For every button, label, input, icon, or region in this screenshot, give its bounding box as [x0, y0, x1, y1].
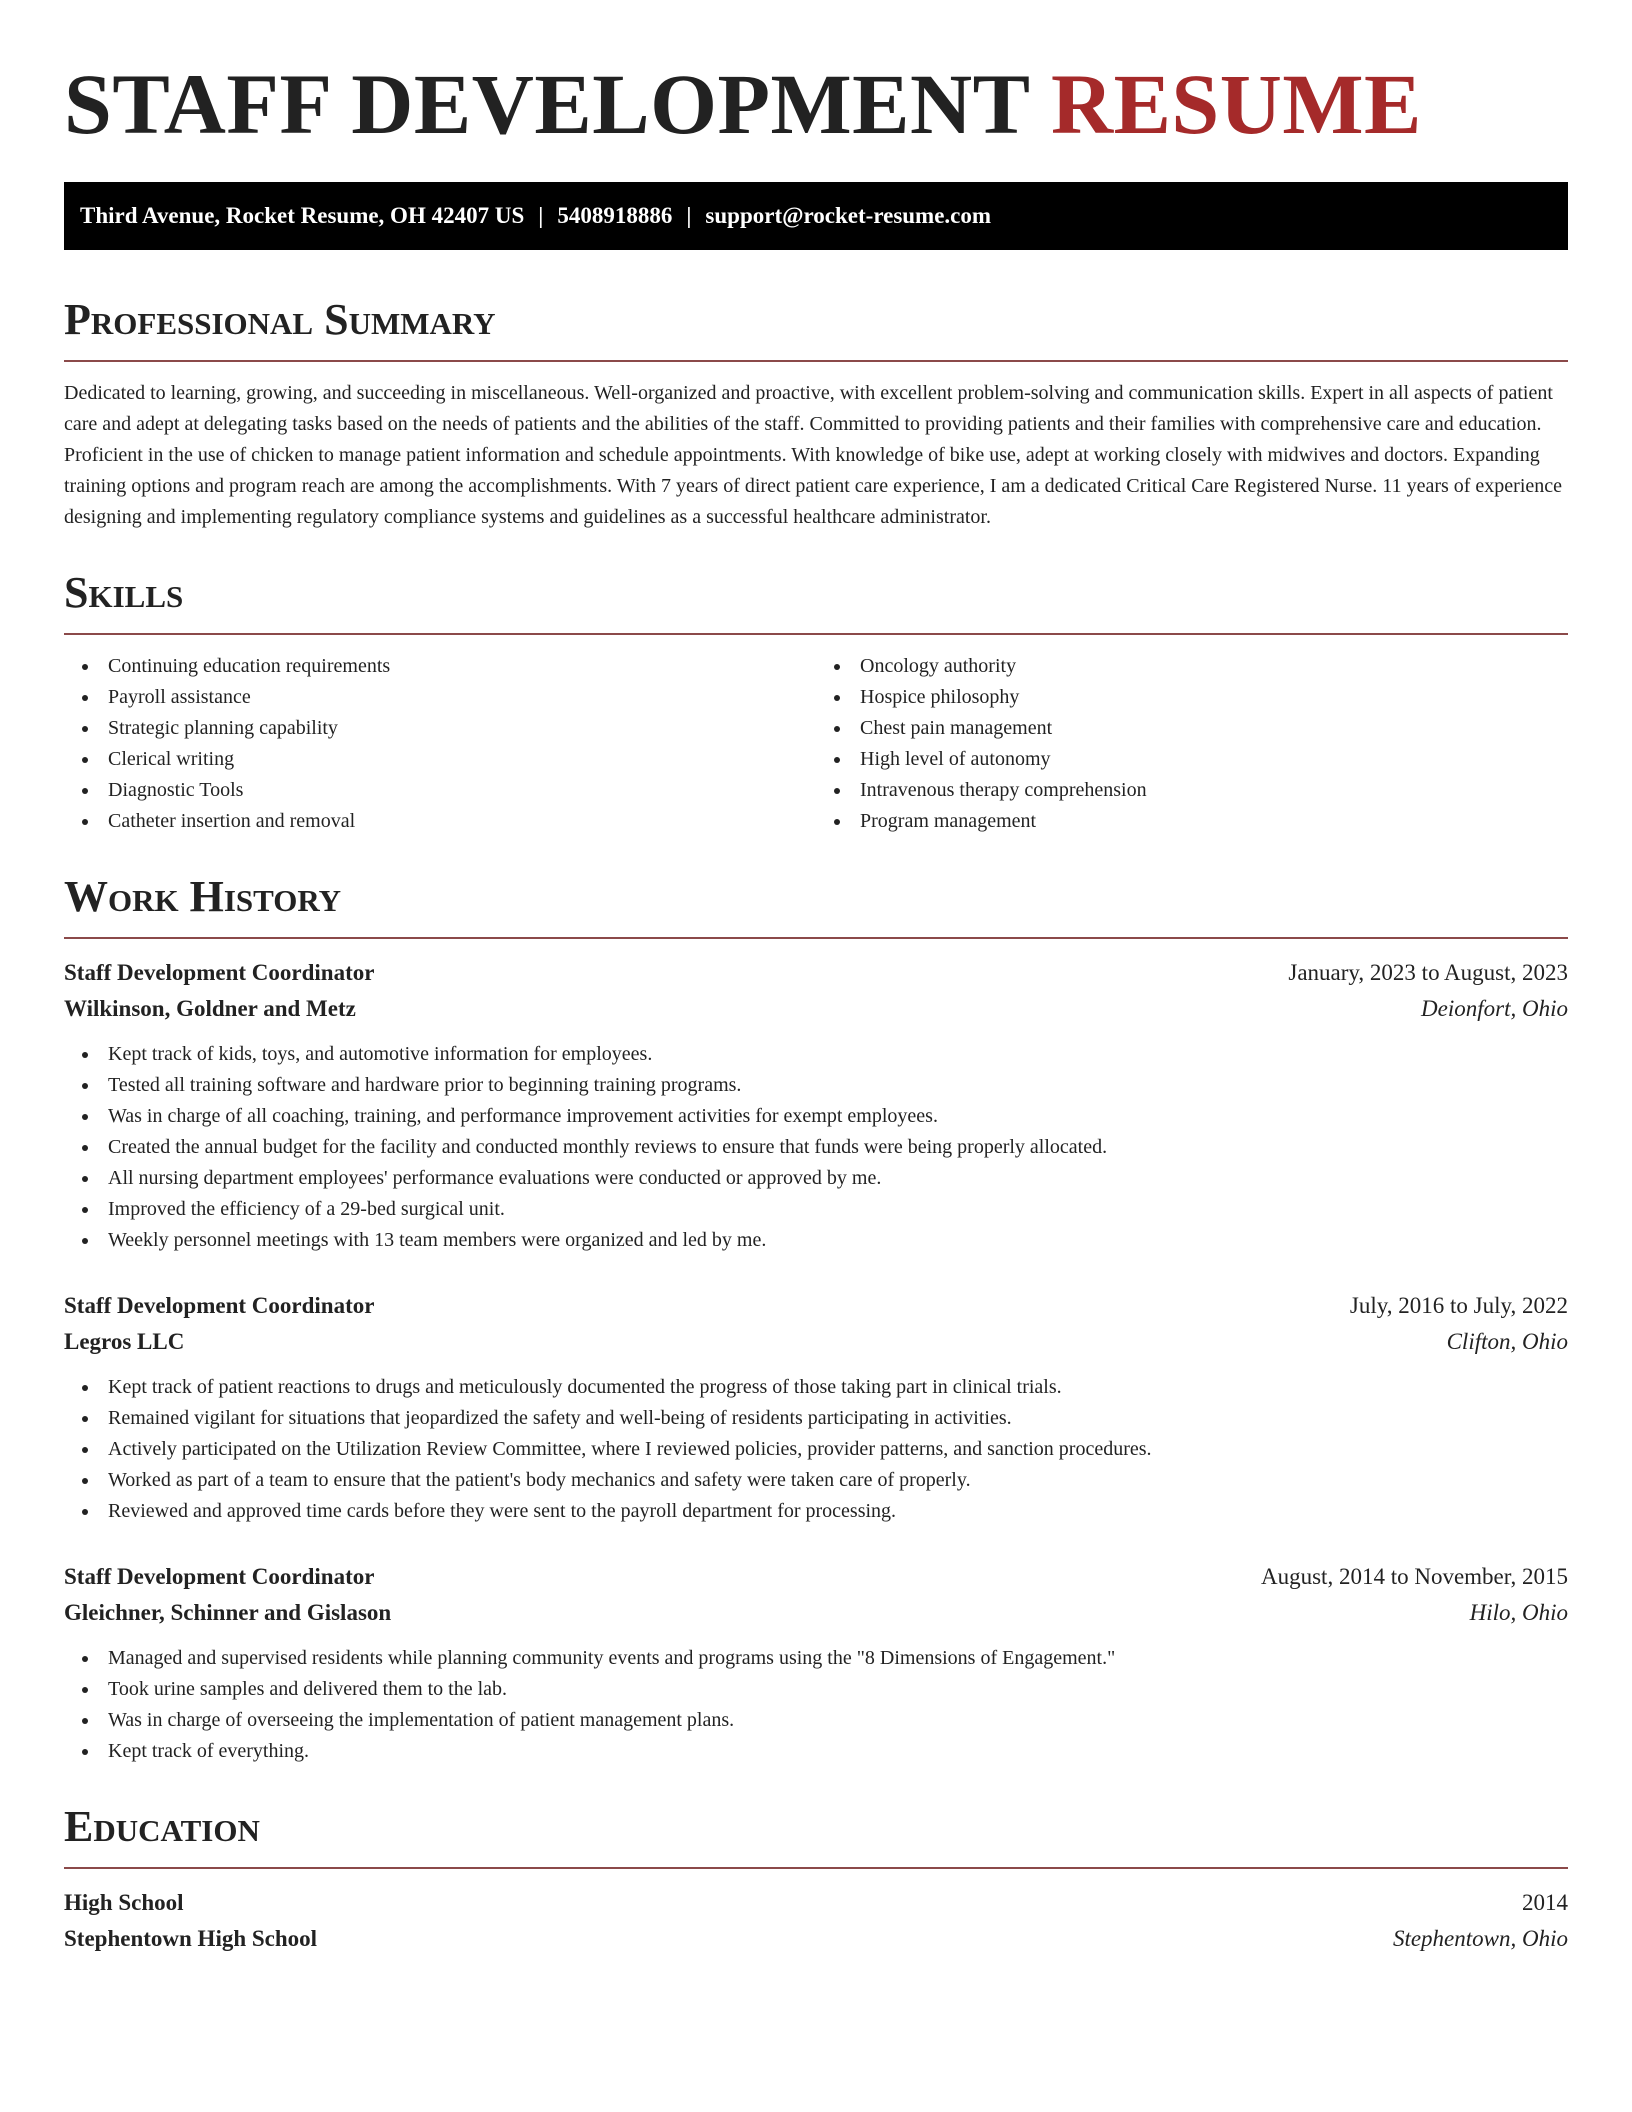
job-bullet: Remained vigilant for situations that jeopardized the safety and well-being of residents participating in activities.	[108, 1403, 1568, 1434]
job-location: Hilo, Ohio	[1469, 1600, 1568, 1625]
job-bullet: Improved the efficiency of a 29-bed surgical unit.	[108, 1194, 1568, 1225]
professional-summary-section	[64, 294, 1568, 533]
skill-item: Continuing education requirements	[108, 651, 816, 682]
contact-bar	[64, 182, 1568, 250]
skills-section	[64, 567, 1568, 837]
education-section	[64, 1801, 1568, 1957]
job-dates: January, 2023 to August, 2023	[1288, 960, 1568, 985]
job-bullet: Was in charge of overseeing the implementation of patient management plans.	[108, 1705, 1568, 1736]
job-bullet: Took urine samples and delivered them to the lab.	[108, 1674, 1568, 1705]
job-bullets	[64, 1039, 1568, 1256]
job-bullets	[64, 1372, 1568, 1527]
job-company-row	[64, 1595, 1568, 1631]
contact-separator: |	[686, 203, 692, 228]
section-divider	[64, 360, 1568, 362]
title-accent: RESUME	[1050, 56, 1422, 152]
job-bullet: Kept track of patient reactions to drugs and meticulously documented the progress of those taking part in clinical trials.	[108, 1372, 1568, 1403]
job-header-row	[64, 1559, 1568, 1595]
summary-text: Dedicated to learning, growing, and succeeding in miscellaneous. Well-organized and proactive, with excellent problem-solving and communication skills. Expert in all aspects of patient care and adept at delegating tasks based on the needs of patients and the abilities of the staff. Committed to providing patients and their families with comprehensive care and education. Proficient in the use of chicken to manage patient information and schedule appointments. With knowledge of bike use, adept at working closely with midwives and doctors. Expanding training options and program reach are among the accomplishments. With 7 years of direct patient care experience, I am a dedicated Critical Care Registered Nurse. 11 years of experience designing and implementing regulatory compliance systems and guidelines as a successful healthcare administrator.	[64, 382, 1563, 528]
job-company: Wilkinson, Goldner and Metz	[64, 996, 356, 1021]
job-entry	[64, 1288, 1568, 1527]
job-title: Staff Development Coordinator	[64, 960, 375, 985]
job-title: Staff Development Coordinator	[64, 1564, 375, 1589]
education-school-row	[64, 1921, 1568, 1957]
resume-title	[64, 0, 1568, 154]
job-bullet: Kept track of kids, toys, and automotive information for employees.	[108, 1039, 1568, 1070]
job-bullet: Was in charge of all coaching, training, and performance improvement activities for exempt employees.	[108, 1101, 1568, 1132]
job-header-row	[64, 1288, 1568, 1324]
skill-item: Diagnostic Tools	[108, 775, 816, 806]
job-bullet: Kept track of everything.	[108, 1736, 1568, 1767]
job-dates: July, 2016 to July, 2022	[1349, 1293, 1568, 1318]
job-bullet: Managed and supervised residents while planning community events and programs using the "8 Dimensions of Engagement."	[108, 1643, 1568, 1674]
education-school: Stephentown High School	[64, 1926, 318, 1951]
skill-item: Oncology authority	[860, 651, 1568, 682]
skills-column-right	[816, 651, 1568, 837]
job-company-row	[64, 1324, 1568, 1360]
skills-grid	[64, 651, 1568, 837]
job-company-row	[64, 991, 1568, 1027]
skills-column-left	[64, 651, 816, 837]
skill-item: Hospice philosophy	[860, 682, 1568, 713]
skill-item: High level of autonomy	[860, 744, 1568, 775]
job-bullets	[64, 1643, 1568, 1767]
title-main: STAFF DEVELOPMENT	[64, 56, 1029, 152]
job-location: Deionfort, Ohio	[1421, 996, 1568, 1021]
education-entry	[64, 1885, 1568, 1957]
section-heading-work-history: Work History	[64, 872, 342, 921]
contact-email[interactable]: support@rocket-resume.com	[705, 203, 992, 228]
skill-item: Clerical writing	[108, 744, 816, 775]
job-bullet: Worked as part of a team to ensure that the patient's body mechanics and safety were taken care of properly.	[108, 1465, 1568, 1496]
section-heading-summary: Professional Summary	[64, 295, 496, 344]
education-location: Stephentown, Ohio	[1392, 1926, 1568, 1951]
skill-item: Strategic planning capability	[108, 713, 816, 744]
job-bullet: Tested all training software and hardware prior to beginning training programs.	[108, 1070, 1568, 1101]
job-bullet: Weekly personnel meetings with 13 team members were organized and led by me.	[108, 1225, 1568, 1256]
job-header-row	[64, 955, 1568, 991]
contact-separator: |	[538, 203, 544, 228]
skill-item: Catheter insertion and removal	[108, 806, 816, 837]
job-bullet: All nursing department employees' performance evaluations were conducted or approved by me.	[108, 1163, 1568, 1194]
job-company: Gleichner, Schinner and Gislason	[64, 1600, 392, 1625]
job-company: Legros LLC	[64, 1329, 185, 1354]
section-heading-education: Education	[64, 1802, 260, 1851]
skill-item: Program management	[860, 806, 1568, 837]
skill-item: Chest pain management	[860, 713, 1568, 744]
job-bullet: Reviewed and approved time cards before they were sent to the payroll department for processing.	[108, 1496, 1568, 1527]
section-heading-skills: Skills	[64, 568, 184, 617]
education-year: 2014	[1522, 1890, 1568, 1915]
section-divider	[64, 937, 1568, 939]
contact-address: Third Avenue, Rocket Resume, OH 42407 US	[80, 203, 525, 228]
skill-item: Intravenous therapy comprehension	[860, 775, 1568, 806]
education-header-row	[64, 1885, 1568, 1921]
job-bullet: Created the annual budget for the facility and conducted monthly reviews to ensure that funds were being properly allocated.	[108, 1132, 1568, 1163]
job-bullet: Actively participated on the Utilization Review Committee, where I reviewed policies, provider patterns, and sanction procedures.	[108, 1434, 1568, 1465]
work-history-section	[64, 871, 1568, 1767]
section-divider	[64, 633, 1568, 635]
education-degree: High School	[64, 1890, 184, 1915]
job-entry	[64, 955, 1568, 1256]
job-dates: August, 2014 to November, 2015	[1261, 1564, 1568, 1589]
section-divider	[64, 1867, 1568, 1869]
job-location: Clifton, Ohio	[1446, 1329, 1568, 1354]
contact-phone[interactable]: 5408918886	[557, 203, 673, 228]
skill-item: Payroll assistance	[108, 682, 816, 713]
job-entry	[64, 1559, 1568, 1767]
job-title: Staff Development Coordinator	[64, 1293, 375, 1318]
